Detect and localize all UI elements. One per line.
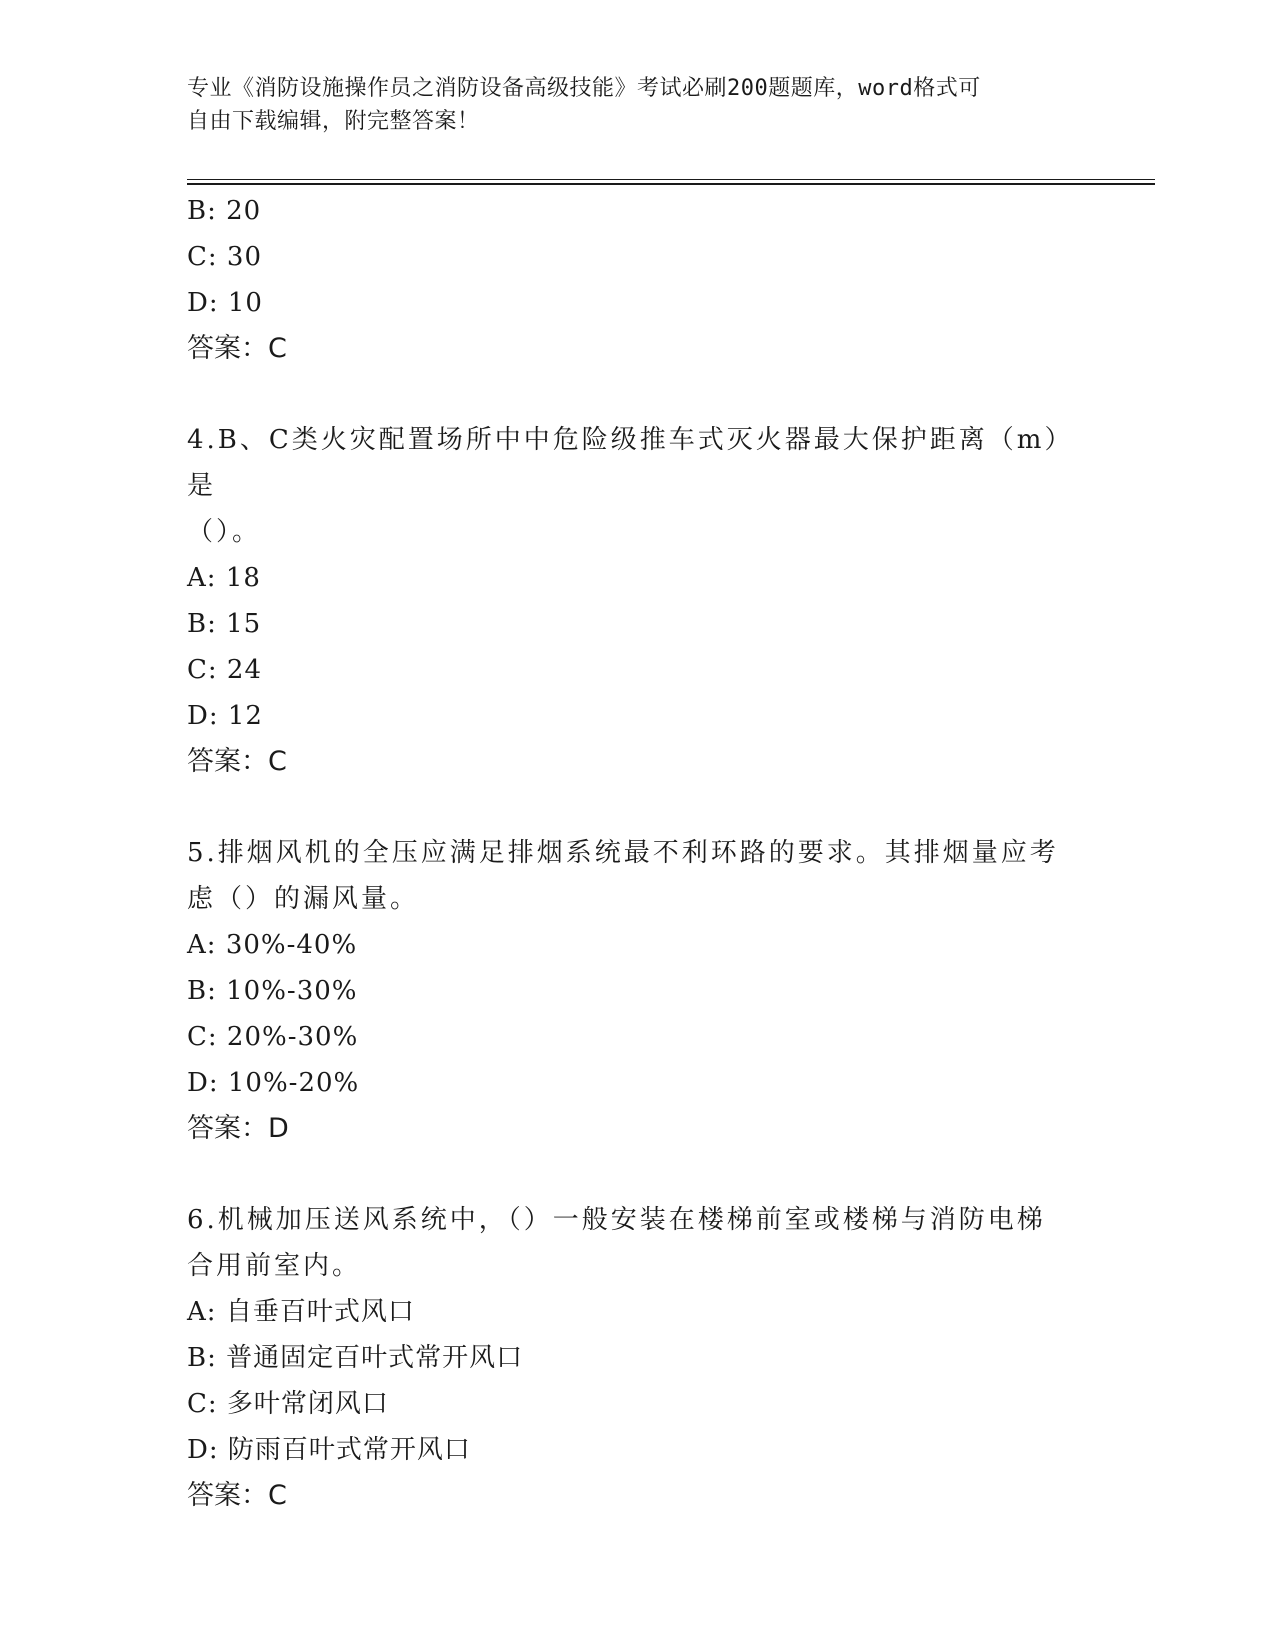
header-line-2: 自由下载编辑，附完整答案！ [187,109,480,134]
option-letter: C: [187,655,218,685]
option-a [187,1289,1087,1335]
option-letter: C: [187,1389,218,1419]
option-text: 10 [227,288,263,318]
option-text: 自垂百叶式风口 [225,1297,415,1327]
option-letter: B: [187,609,217,639]
answer-line: 答案：C [187,1480,287,1511]
option-text: 12 [227,701,263,731]
option-text: 15 [226,609,262,639]
question-stem-line-2: 合用前室内。 [187,1251,362,1281]
option-text: 防雨百叶式常开风口 [227,1435,471,1465]
option-c [187,1381,1087,1427]
option-letter: C: [187,1022,218,1052]
option-letter: C: [187,242,218,272]
option-d [187,1060,1087,1106]
option-a [187,555,1087,601]
option-letter: A: [187,1297,217,1327]
question-stem [187,1197,1087,1289]
question-stem-line-1: 4.B、C类火灾配置场所中中危险级推车式灭火器最大保护距离（m）是 [187,425,1074,501]
answer-line: 答案：C [187,333,287,364]
option-text: 30 [226,242,263,272]
header-divider-thin [187,179,1155,180]
option-c [187,234,1087,280]
question-stem [187,417,1087,555]
question-block [187,417,1087,785]
header-line-1: 专业《消防设施操作员之消防设备高级技能》考试必刷200题题库，word格式可 [187,76,981,101]
option-letter: D: [187,1068,219,1098]
option-text: 24 [226,655,263,685]
answer-line: 答案：D [187,1113,289,1144]
option-text: 普通固定百叶式常开风口 [226,1343,524,1373]
option-c [187,647,1087,693]
question-stem-line-1: 5.排烟风机的全压应满足排烟系统最不利环路的要求。其排烟量应考 [187,838,1059,868]
option-b [187,188,1087,234]
option-letter: D: [187,701,219,731]
option-text: 10%-30% [226,976,358,1006]
question-content [187,188,1087,1519]
option-b [187,1335,1087,1381]
option-b [187,601,1087,647]
question-block [187,830,1087,1152]
option-letter: A: [187,563,217,593]
question-block [187,1197,1087,1519]
question-stem [187,830,1087,922]
option-text: 18 [225,563,261,593]
option-letter: B: [187,196,217,226]
answer-line: 答案：C [187,746,287,777]
document-header [187,72,1077,138]
header-divider-thick [187,183,1155,185]
question-stem-line-2: （）。 [187,517,262,547]
option-letter: D: [187,1435,219,1465]
option-text: 10%-20% [227,1068,360,1098]
option-d [187,693,1087,739]
partial-question [187,188,1087,372]
option-letter: D: [187,288,219,318]
option-letter: A: [187,930,217,960]
question-stem-line-2: 虑（）的漏风量。 [187,884,420,914]
option-d [187,1427,1087,1473]
option-text: 多叶常闭风口 [226,1389,389,1419]
option-d [187,280,1087,326]
option-text: 30%-40% [225,930,358,960]
option-a [187,922,1087,968]
option-b [187,968,1087,1014]
option-letter: B: [187,1343,217,1373]
option-letter: B: [187,976,217,1006]
option-c [187,1014,1087,1060]
question-stem-line-1: 6.机械加压送风系统中，（）一般安装在楼梯前室或楼梯与消防电梯 [187,1205,1046,1235]
option-text: 20 [226,196,262,226]
option-text: 20%-30% [226,1022,359,1052]
